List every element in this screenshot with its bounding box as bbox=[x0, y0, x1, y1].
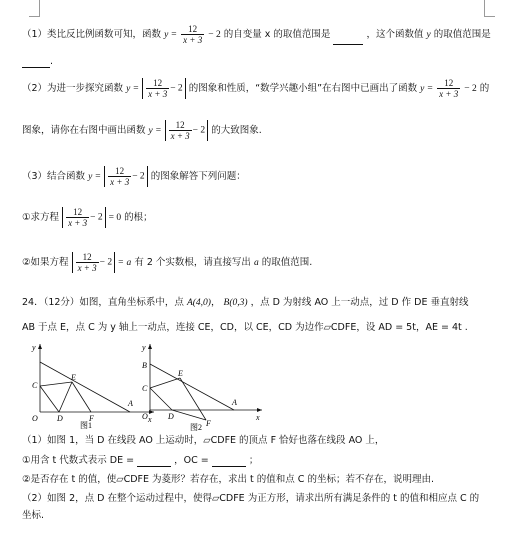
svg-text:E: E bbox=[71, 373, 76, 382]
svg-text:D: D bbox=[57, 414, 63, 423]
question-3: （3）结合函数 y = $\frac{12}{x + 3}$ − 2 的图象解答下列问题： bbox=[22, 166, 246, 187]
q1-text: （1）类比反比例函数可知，函数 bbox=[22, 29, 162, 40]
answer-blank[interactable] bbox=[333, 34, 363, 45]
svg-text:O: O bbox=[142, 412, 148, 421]
svg-text:图1: 图1 bbox=[80, 421, 92, 430]
sub-question-1-part-1: ①用含 t 代数式表示 DE = ，OC = ； bbox=[22, 455, 259, 466]
q1-answer-line: . bbox=[22, 56, 53, 68]
question-24: 24．（12分）如图，直角坐标系中，点 A(4,0)， B(0,3) ，点 D 为射线 AO 上一动点，过 D 作 DE 垂直射线 bbox=[22, 297, 469, 308]
svg-text:C: C bbox=[142, 384, 148, 393]
answer-blank-oc[interactable] bbox=[212, 456, 246, 467]
sub-question-2: （2）如图 2，点 D 在整个运动过程中，使得▱CDFE 为正方形，请求出所有满足条件的 t 的值和相应点 C 的 bbox=[22, 493, 480, 504]
page-corner-right bbox=[484, 0, 495, 17]
svg-text:F: F bbox=[206, 419, 211, 428]
svg-text:C: C bbox=[32, 381, 38, 390]
sub-question-1-part-2: ②是否存在 t 的值，使▱CDFE 为菱形？若存在，求出 t 的值和点 C 的坐标；若不存在，说明理由. bbox=[22, 474, 434, 485]
svg-text:E: E bbox=[178, 369, 183, 378]
svg-text:F: F bbox=[89, 414, 94, 423]
question-24-line2: AB 于点 E，点 C 为 y 轴上一动点，连接 CE，CD，以 CE，CD 为边作▱CDFE，设 AD = 5t，AE = 4t . bbox=[22, 322, 468, 333]
svg-text:D: D bbox=[168, 412, 174, 421]
sub-question-2-line2: 坐标. bbox=[22, 510, 45, 521]
question-1: （1）类比反比例函数可知，函数 y = $\frac{12}{x + 3}$ − 2 的自变量 x 的取值范围是 ，这个函数值 y 的取值范围是 bbox=[22, 24, 491, 45]
svg-text:A: A bbox=[232, 398, 237, 407]
fraction: $\frac{12}{x + 3}$ bbox=[183, 24, 203, 45]
page-corner-left bbox=[29, 0, 40, 17]
answer-blank[interactable] bbox=[22, 57, 50, 68]
absolute-value: $\frac{12}{x + 3}$ − 2 bbox=[142, 78, 186, 99]
svg-text:x: x bbox=[148, 415, 152, 424]
svg-text:y: y bbox=[142, 343, 146, 352]
svg-text:B: B bbox=[142, 361, 147, 370]
svg-text:y: y bbox=[32, 343, 36, 352]
svg-text:A: A bbox=[128, 399, 133, 408]
svg-text:图2: 图2 bbox=[190, 423, 202, 432]
sub-question-1: （1）如图 1，当 D 在线段 AO 上运动时，▱CDFE 的顶点 F 恰好也落在线段 AO 上， bbox=[22, 435, 385, 446]
question-2-line2: 图象，请你在右图中画出函数 y = $\frac{12}{x + 3}$ − 2 的大致图象. bbox=[22, 120, 262, 141]
figure-2 bbox=[138, 340, 268, 432]
svg-text:O: O bbox=[32, 414, 38, 423]
answer-blank-de[interactable] bbox=[137, 456, 171, 467]
function-lhs: y = bbox=[164, 30, 178, 40]
question-2: （2）为进一步探究函数 y = $\frac{12}{x + 3}$ − 2 的图象和性质，“数学兴趣小组”在右图中已画出了函数 y = $\frac{12}{x + 3}$ − 2 的 bbox=[22, 78, 490, 99]
svg-text:x: x bbox=[256, 413, 260, 422]
question-3-part-1: ①求方程 $\frac{12}{x + 3}$ − 2 = 0 的根； bbox=[22, 207, 153, 228]
question-3-part-2: ②如果方程 $\frac{12}{x + 3}$ − 2 = a 有 2 个实数根，请直接写出 a 的取值范围. bbox=[22, 252, 313, 273]
